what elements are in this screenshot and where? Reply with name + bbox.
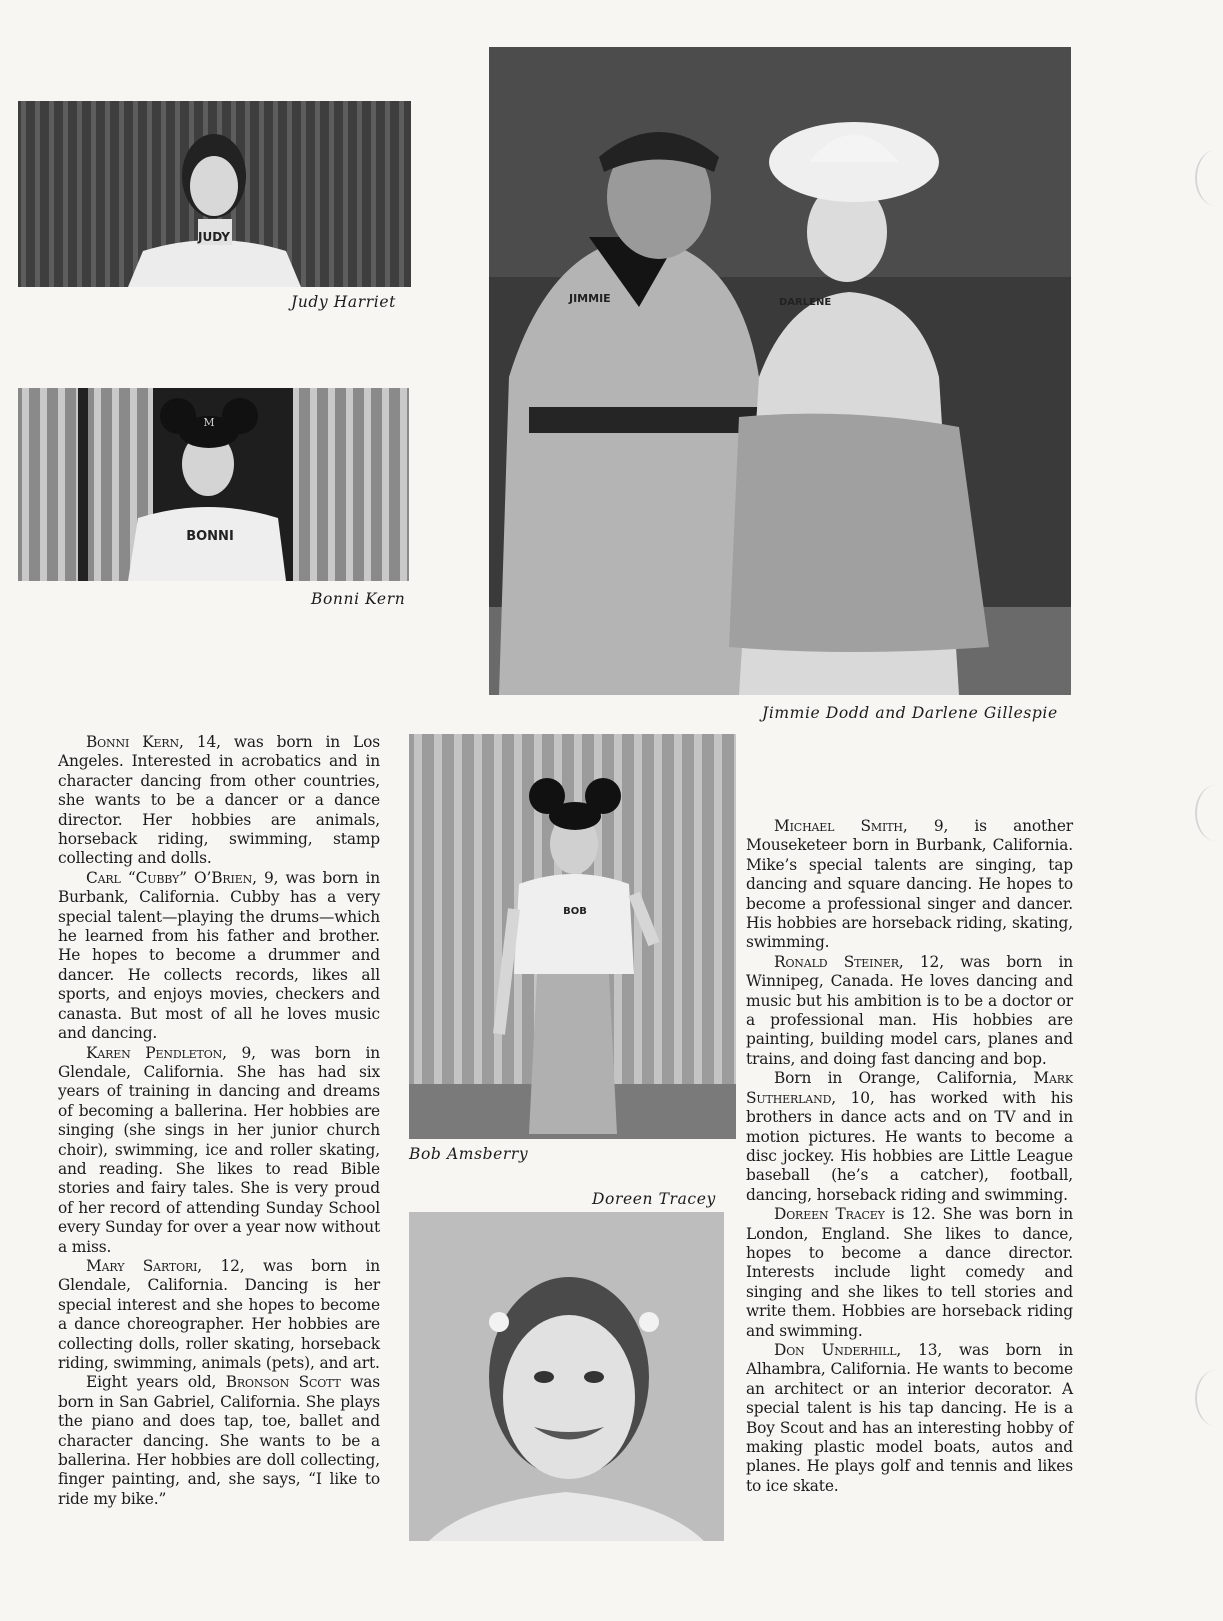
shirt-label-bob: BOB — [563, 906, 587, 917]
bio-text: , 14, was born in Los Angeles. Interested in acrobatics and in character dancing from other countries, she wants to be a dancer or a dance director. Her hobbies are animals, horseback riding, swimming, stamp collecting and dolls. — [58, 733, 380, 868]
punch-hole — [1195, 1370, 1223, 1426]
shirt-label-jimmie: JIMMIE — [569, 292, 611, 305]
bio-name: Doreen Tracey — [774, 1205, 885, 1224]
shirt-label-darlene: DARLENE — [779, 297, 832, 308]
bio-paragraph — [746, 1069, 1073, 1205]
bonni-kern-photo — [18, 388, 409, 581]
bio-paragraph — [746, 953, 1073, 1069]
caption-jimmie-darlene: Jimmie Dodd and Darlene Gillespie — [762, 704, 1058, 722]
bio-paragraph — [58, 1373, 380, 1509]
bio-name: Michael Smith — [774, 817, 903, 835]
bio-name: Ronald Steiner — [774, 952, 899, 971]
bio-text: , 10, has worked with his brothers in dance acts and on TV and in motion pictures. He wants to become a disc jockey. His hobbies are Little League baseball (he’s a catcher), football, dancing, horseback riding and swimming. — [746, 1088, 1073, 1204]
bio-text: , 12, was born in Glendale, California. Dancing is her special interest and she hopes to become a dance choreographer. Her hobbies are collecting dolls, roller skating, horseback riding, swimming, animals (pets), and art. — [58, 1256, 381, 1372]
bio-name: Mary Sartori — [86, 1256, 198, 1275]
bio-paragraph — [58, 1044, 380, 1257]
bio-text: , 9, is another Mouseketeer born in Burbank, California. Mike’s special talents are singing, tap dancing and square dancing. He hopes to become a professional singer and dancer. His hobbies are horseback riding, skating, swimming. — [746, 817, 1073, 952]
bio-text: is 12. She was born in London, England. She likes to dance, hopes to become a dance director. Interests include light comedy and singing and she likes to tell stories and write them. Hobbies are horseback riding and swimming. — [746, 1205, 1073, 1340]
shirt-label-bonni: BONNI — [186, 529, 234, 544]
bio-name: Carl “Cubby” O’Brien — [86, 868, 253, 887]
bio-text: , 9, was born in Glendale, California. She has had six years of training in dancing and dreams of becoming a ballerina. Her hobbies are singing (she sings in her junior church choir), swimming, ice and roller skating, and reading. She likes to read Bible stories and fairy tales. She is very proud of her record of attending Sunday School every Sunday for over a year now without a miss. — [58, 1043, 380, 1256]
bio-paragraph — [58, 733, 380, 869]
bio-name: Don Underhill — [774, 1340, 897, 1359]
bio-paragraph — [746, 817, 1073, 953]
punch-hole — [1195, 785, 1223, 841]
bio-name: Karen Pendleton — [86, 1043, 223, 1062]
caption-bob-amsberry: Bob Amsberry — [409, 1145, 529, 1163]
bio-name: Mark Sutherland — [746, 1069, 1073, 1107]
caption-judy-harriet: Judy Harriet — [291, 293, 396, 311]
bio-intro: Eight years old, — [86, 1373, 226, 1392]
judy-harriet-photo — [18, 101, 411, 287]
bob-amsberry-photo — [409, 734, 736, 1139]
punch-hole — [1195, 150, 1223, 206]
shirt-label-judy: JUDY — [198, 230, 230, 244]
jimmie-darlene-photo — [489, 47, 1071, 695]
bio-name: Bonni Kern — [86, 733, 180, 751]
caption-bonni-kern: Bonni Kern — [311, 590, 406, 608]
bio-paragraph — [746, 1341, 1073, 1496]
left-text-column — [58, 733, 380, 1509]
bio-intro: Born in Orange, California, — [774, 1069, 1034, 1088]
bio-text: , 9, was born in Burbank, California. Cubby has a very special talent—playing the drums—which he learned from his father and brother. He hopes to become a drummer and dancer. He collects records, likes all sports, and enjoys movies, checkers and canasta. But most of all he loves music and dancing. — [58, 868, 381, 1043]
bio-text: , 13, was born in Alhambra, California. He wants to become an architect or an interior decorator. A special talent is his tap dancing. He is a Boy Scout and has an interesting hobby of making plastic model boats, autos and planes. He plays golf and tennis and likes to ice skate. — [746, 1340, 1073, 1495]
bio-text: was born in San Gabriel, California. She plays the piano and does tap, toe, ballet and character dancing. She wants to be a ballerina. Her hobbies are doll collecting, finger painting, and, she says, “I like to ride my bike.” — [58, 1373, 380, 1508]
doreen-tracey-photo — [409, 1212, 724, 1541]
bio-paragraph — [746, 1205, 1073, 1341]
right-text-column — [746, 817, 1073, 1496]
bio-name: Bronson Scott — [225, 1373, 341, 1392]
caption-doreen-tracey: Doreen Tracey — [592, 1190, 716, 1208]
ears-letter-m: M — [203, 416, 215, 429]
bio-paragraph — [58, 869, 380, 1044]
bio-text: , 12, was born in Winnipeg, Canada. He loves dancing and music but his ambition is to be a doctor or a professional man. His hobbies are painting, building model cars, planes and trains, and doing fast dancing and bop. — [746, 952, 1073, 1068]
bio-paragraph — [58, 1257, 380, 1373]
